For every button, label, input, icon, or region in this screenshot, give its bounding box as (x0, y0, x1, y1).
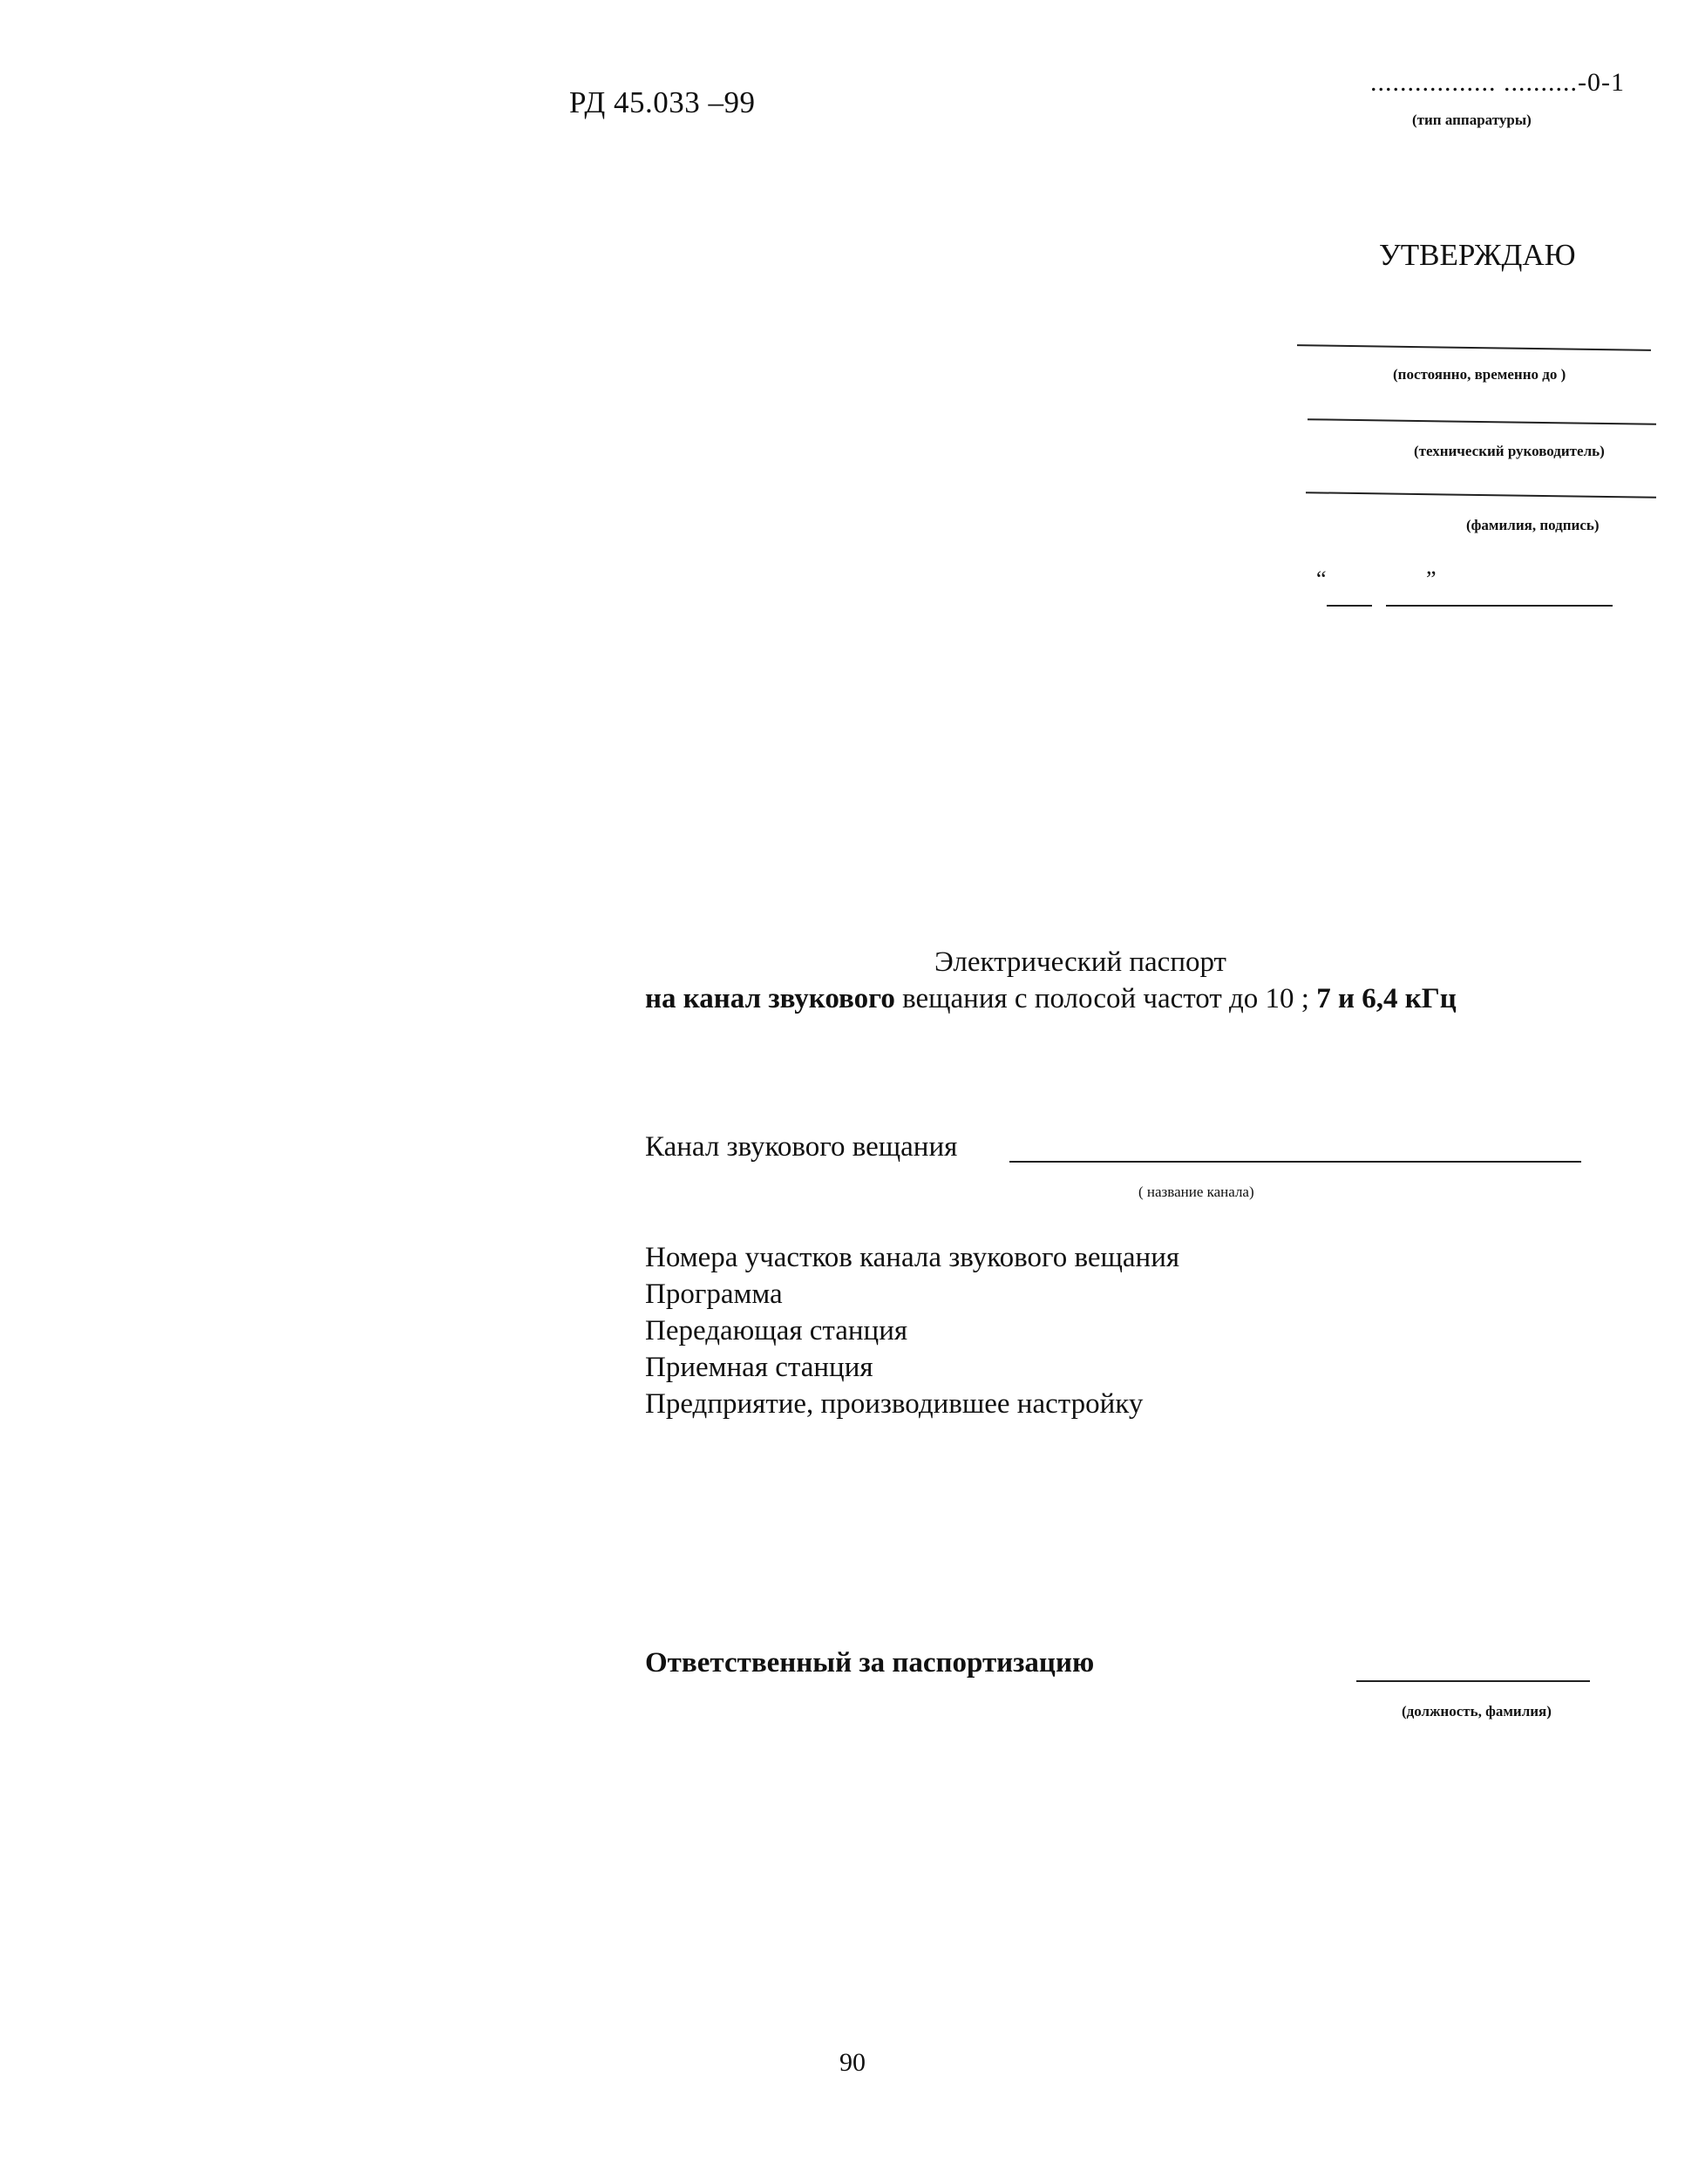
page-number: 90 (839, 2048, 866, 2077)
field-receiving-station: Приемная станция (645, 1352, 873, 1383)
field-section-numbers: Номера участков канала звукового вещания (645, 1242, 1180, 1273)
subtitle-bold-part-a: на канал звукового (645, 983, 895, 1014)
equipment-type-line: ................. ..........-0-1 (1370, 68, 1625, 97)
channel-name-caption: ( название канала) (1138, 1184, 1254, 1200)
approval-name-caption: (фамилия, подпись) (1466, 517, 1600, 533)
approval-month-year-line (1386, 605, 1613, 607)
responsible-label: Ответственный за паспортизацию (645, 1647, 1095, 1679)
approval-role-caption: (технический руководитель) (1414, 443, 1605, 459)
subtitle-normal-part: вещания с полосой частот до 10 ; (894, 983, 1317, 1014)
channel-label: Канал звукового вещания (645, 1131, 958, 1163)
passport-title: Электрический паспорт (934, 946, 1226, 978)
document-code: РД 45.033 –99 (569, 85, 756, 119)
approval-date-quotes: “ ” (1316, 566, 1484, 592)
responsible-line (1356, 1680, 1590, 1682)
approval-title: УТВЕРЖДАЮ (1379, 238, 1576, 272)
field-tuning-enterprise: Предприятие, производившее настройку (645, 1388, 1144, 1420)
passport-subtitle (645, 983, 1457, 1015)
passport-fields (645, 1239, 1179, 1422)
approval-role-line (1308, 418, 1656, 425)
field-transmitting-station: Передающая станция (645, 1315, 908, 1346)
approval-day-line (1327, 605, 1372, 607)
approval-term-line (1297, 344, 1651, 351)
equipment-type-caption: (тип аппаратуры) (1412, 112, 1532, 128)
field-program: Программа (645, 1279, 783, 1310)
channel-name-line (1009, 1161, 1581, 1163)
subtitle-bold-part-b: 7 и 6,4 кГц (1316, 983, 1457, 1014)
responsible-caption: (должность, фамилия) (1402, 1703, 1552, 1719)
approval-term-caption: (постоянно, временно до ) (1393, 366, 1566, 383)
approval-name-line (1306, 492, 1656, 499)
